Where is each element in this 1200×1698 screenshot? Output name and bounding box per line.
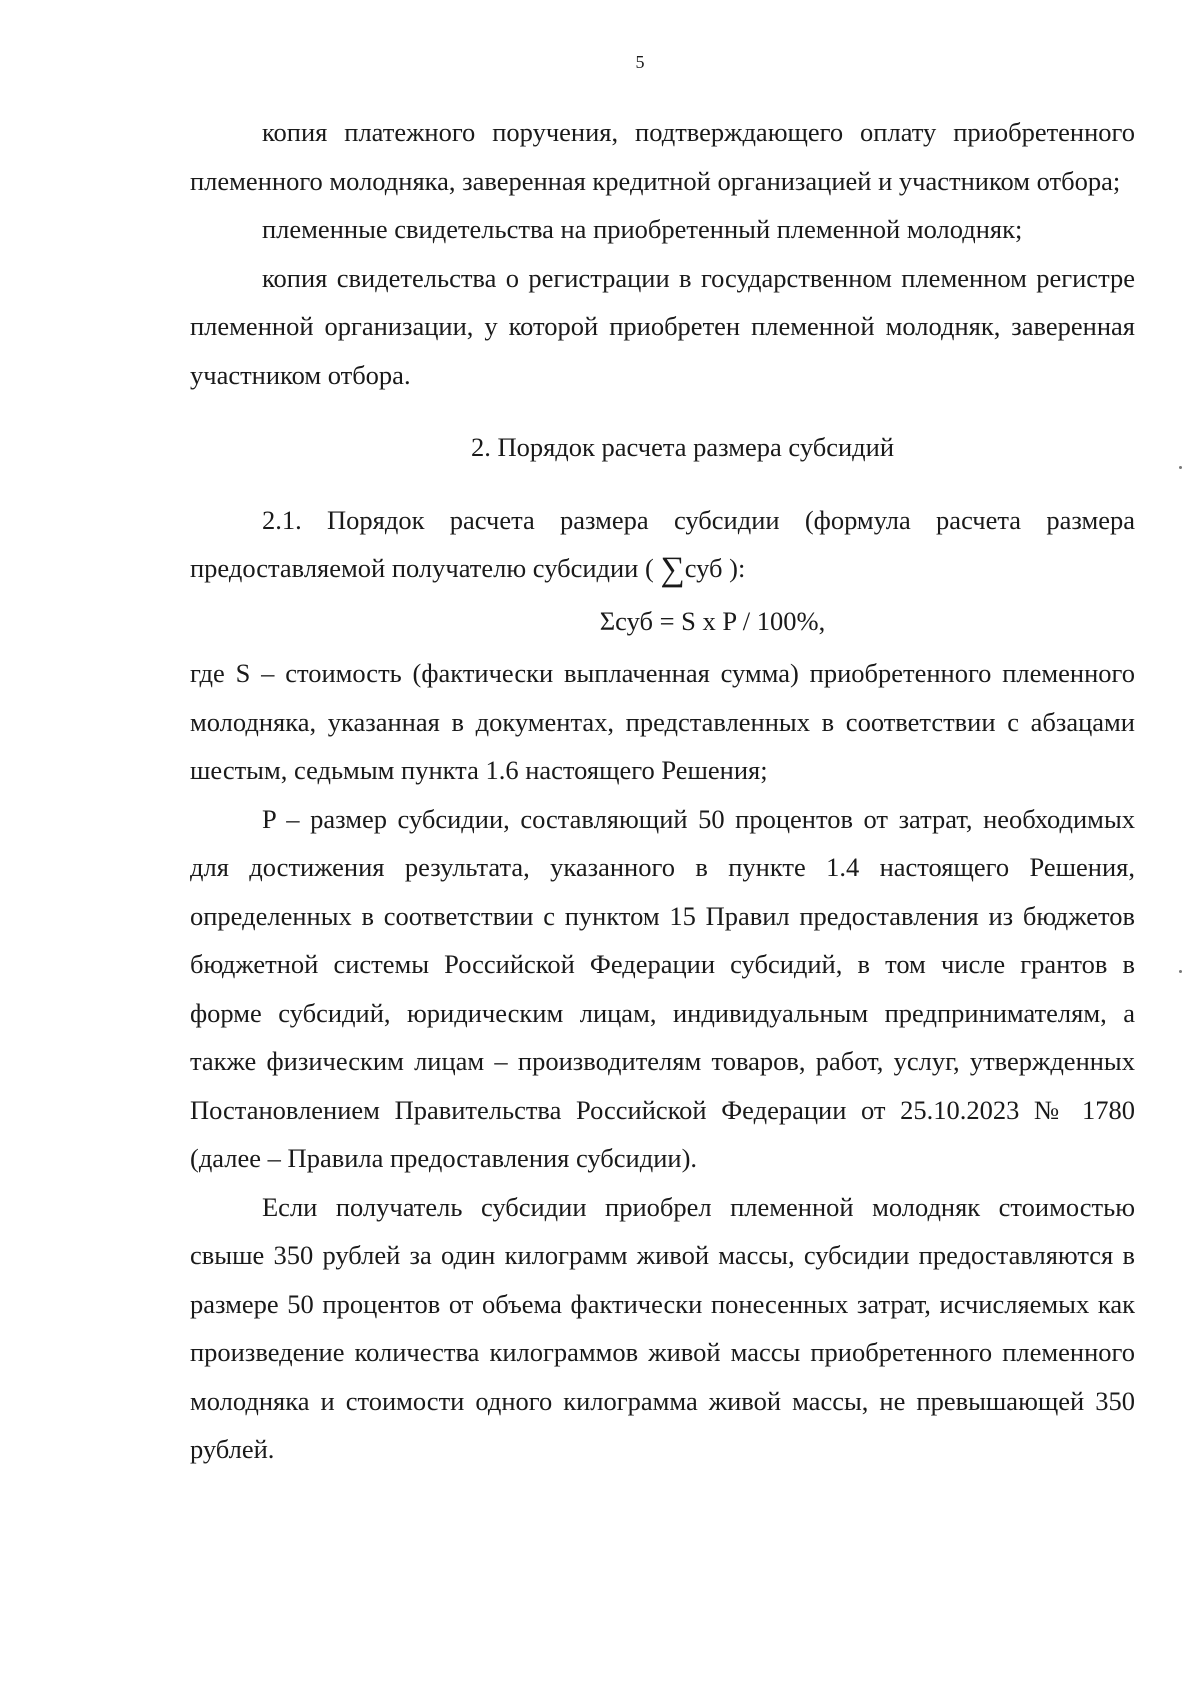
page-number: 5 — [635, 52, 645, 72]
scan-speck — [1179, 970, 1182, 973]
document-body — [190, 108, 1135, 1474]
paragraph-price-limit: Если получатель субсидии приобрел племенной молодняк стоимостью свыше 350 рублей за один килограмм живой массы, субсидии предоставляются в размере 50 процентов от объема фактически понесенных затрат, исчисляемых как произведение количества килограммов живой массы приобретенного племенного молодняка и стоимости одного килограмма живой массы, не превышающей 350 рублей. — [190, 1191, 1135, 1464]
paragraph-registration-certificate: копия свидетельства о регистрации в государственном племенном регистре племенной организации, у которой приобретен племенной молодняк, заверенная участником отбора. — [190, 262, 1135, 390]
definition-s: где S – стоимость (фактически выплаченная сумма) приобретенного племенного молодняка, указанная в документах, представленных в соответствии с абзацами шестым, седьмым пункта 1.6 настоящего Решения; — [190, 658, 1135, 785]
paragraph-2-1-text: 2.1. Порядок расчета размера субсидии (формула расчета размера предоставляемой получателю субсидии ( — [190, 504, 1135, 583]
sigma-symbol: ∑ — [660, 551, 685, 588]
section-heading: 2. Порядок расчета размера субсидий — [470, 432, 895, 462]
subsidy-formula: Σсуб = S x P / 100%, — [599, 605, 826, 636]
paragraph-payment-order: копия платежного поручения, подтверждающего оплату приобретенного племенного молодняка, заверенная кредитной организацией и участником отбора; — [190, 117, 1135, 196]
paragraph-2-1-suffix: суб ): — [684, 553, 746, 583]
paragraph-breeding-certificates: племенные свидетельства на приобретенный племенной молодняк; — [262, 214, 1023, 244]
paragraph-2-1 — [190, 496, 1135, 593]
scan-speck — [1179, 466, 1182, 469]
definition-p: P – размер субсидии, составляющий 50 процентов от затрат, необходимых для достижения результата, указанного в пункте 1.4 настоящего Решения, определенных в соответствии с пунктом 15 Правил предоставления из бюджетов бюджетной системы Российской Федерации субсидий, в том числе грантов в форме субсидий, юридическим лицам, индивидуальным предпринимателям, а также физическим лицам – производителям товаров, работ, услуг, утвержденных Постановлением Правительства Российской Федерации от 25.10.2023 № 1780 (далее – Правила предоставления субсидии). — [190, 803, 1135, 1173]
